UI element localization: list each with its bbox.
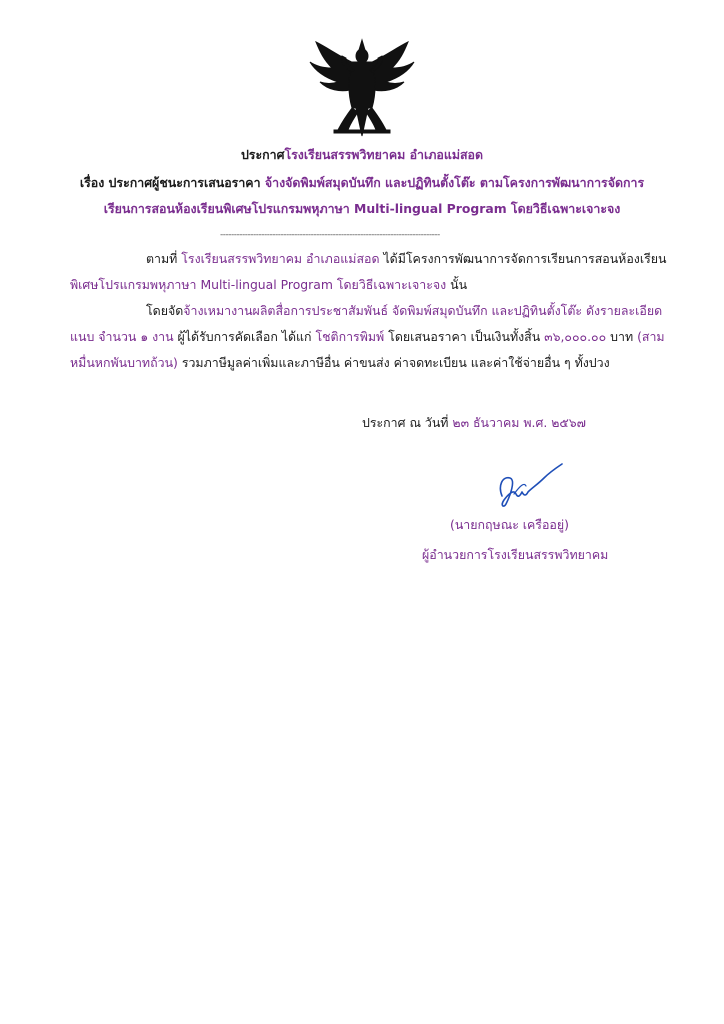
text-segment: นั้น [446, 277, 468, 292]
subject-line-2: เรียนการสอนห้องเรียนพิเศษโปรแกรมพหุภาษา Multi-lingual Program โดยวิธีเฉพาะเจาะจง [103, 201, 621, 216]
garuda-emblem-icon [302, 38, 422, 138]
signatory-position: ผู้อำนวยการโรงเรียนสรรพวิทยาคม [422, 547, 609, 562]
text-segment: โดยเสนอราคา เป็นเงินทั้งสิ้น [384, 329, 545, 344]
announcement-title [0, 146, 724, 164]
amount-words-start: (สาม [637, 329, 665, 344]
procurement-item: จ้างเหมางานผลิตสื่อการประชาสัมพันธ์ จัดพิมพ์สมุดบันทึก และปฏิทินตั้งโต๊ะ ดังรายละเอียด [183, 303, 663, 318]
subject-prefix: เรื่อง ประกาศผู้ชนะการเสนอราคา [79, 175, 265, 190]
text-segment: บาท [606, 329, 638, 344]
school-name-inline: โรงเรียนสรรพวิทยาคม อำเภอแม่สอด [181, 251, 380, 266]
school-name: โรงเรียนสรรพวิทยาคม อำเภอแม่สอด [284, 147, 484, 162]
paragraph-2-line-2 [70, 328, 665, 346]
subject-text-1: จ้างจัดพิมพ์สมุดบันทึก และปฏิทินตั้งโต๊ะ ตามโครงการพัฒนาการจัดการ [264, 175, 645, 190]
paragraph-2-line-1 [146, 302, 662, 320]
announcement-date-line [362, 414, 586, 432]
paragraph-1-line-1 [146, 250, 666, 268]
announcement-date: ๒๓ ธันวาคม พ.ศ. ๒๕๖๗ [452, 415, 586, 430]
signatory-name: (นายกฤษณะ เครืออยู่) [450, 517, 569, 532]
quantity-inline: แนบ จำนวน ๑ งาน [70, 329, 174, 344]
text-segment: ผู้ได้รับการคัดเลือก ได้แก่ [173, 329, 316, 344]
subject-line-1 [0, 174, 724, 192]
amount-value: ๓๖,๐๐๐.๐๐ [544, 329, 607, 344]
text-segment: ได้มีโครงการพัฒนาการจัดการเรียนการสอนห้องเรียน [379, 251, 667, 266]
paragraph-1-line-2 [70, 276, 467, 294]
date-prefix: ประกาศ ณ วันที่ [362, 415, 453, 430]
title-prefix: ประกาศ [240, 147, 285, 162]
signature-image [480, 456, 570, 512]
text-segment: โดยจัด [146, 303, 184, 318]
divider-line: -------------------------------------------------------------------------------- [220, 230, 440, 240]
text-segment: ตามที่ [146, 251, 182, 266]
program-name-inline: พิเศษโปรแกรมพหุภาษา Multi-lingual Program โดยวิธีเฉพาะเจาะจง [70, 277, 447, 292]
text-segment: รวมภาษีมูลค่าเพิ่มและภาษีอื่น ค่าขนส่ง ค่าจดทะเบียน และค่าใช้จ่ายอื่น ๆ ทั้งปวง [177, 355, 610, 370]
vendor-name: โชติการพิมพ์ [315, 329, 385, 344]
paragraph-2-line-3 [70, 354, 610, 372]
amount-words-end: หมื่นหกพันบาทถ้วน) [70, 355, 178, 370]
